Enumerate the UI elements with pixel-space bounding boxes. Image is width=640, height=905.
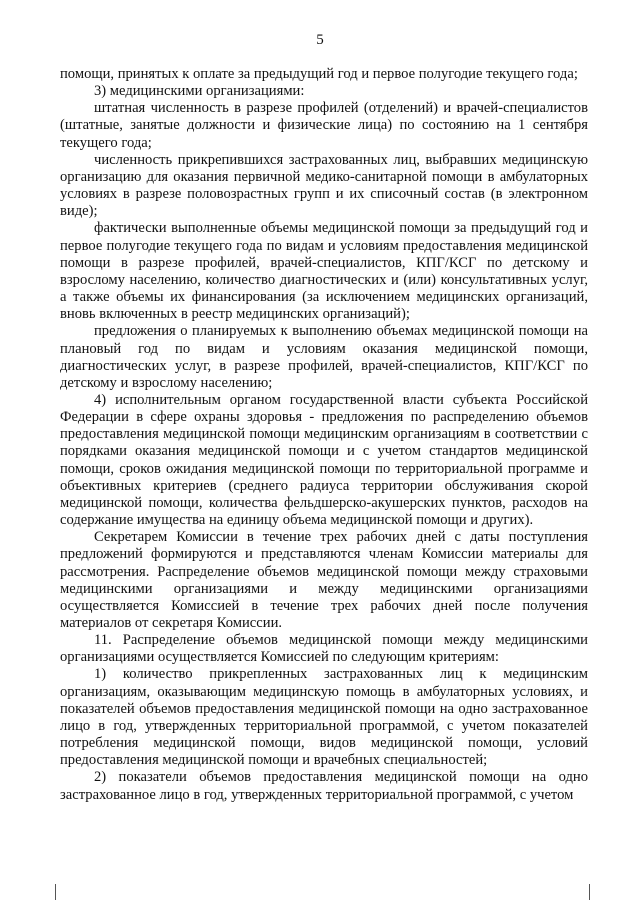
document-body	[60, 66, 588, 804]
paragraph-item-4-executive-body: 4) исполнительным органом государственной власти субъекта Российской Федерации в сфере охраны здоровья - предложения по распределению объемов предоставления медицинской помощи медицинским организациям в соответствии с порядками оказания медицинской помощи и с учетом стандартов медицинской помощи, сроков ожидания медицинской помощи по территориальной программе и объективных критериев (среднего радиуса территории обслуживания скорой медицинской помощи, количества фельдшерско-акушерских пунктов, расходов на содержание имущества на единицу объема медицинской помощи и других).	[60, 391, 588, 529]
paragraph-planned-volumes: предложения о планируемых к выполнению объемах медицинской помощи на плановый год по видам и условиям оказания медицинской помощи, диагностических услуг, в разрезе профилей, врачей-специалистов, КПГ/КСГ по детскому и взрослому населению;	[60, 323, 588, 391]
paragraph-staffing: штатная численность в разрезе профилей (отделений) и врачей-специалистов (штатные, занятые должности и физические лица) по состоянию на 1 сентября текущего года;	[60, 100, 588, 151]
paragraph-continuation: помощи, принятых к оплате за предыдущий год и первое полугодие текущего года;	[60, 66, 578, 82]
page-number: 5	[316, 32, 324, 48]
paragraph-criterion-1: 1) количество прикрепленных застрахованных лиц к медицинским организациям, оказывающим медицинскую помощь в амбулаторных условиях, и показателей объемов предоставления медицинской помощи на одно застрахованное лицо в год, утвержденных территориальной программой, с учетом показателей потребления медицинской помощи, видов медицинской помощи, условий предоставления медицинской помощи и врачебных специальностей;	[60, 666, 588, 769]
paragraph-section-11: 11. Распределение объемов медицинской помощи между медицинскими организациями осуществляется Комиссией по следующим критериям:	[60, 632, 588, 666]
paragraph-attached-insured: численность прикрепившихся застрахованных лиц, выбравших медицинскую организацию для оказания первичной медико-санитарной помощи в амбулаторных условиях в разрезе половозрастных групп и их списочный состав (в электронном виде);	[60, 151, 588, 220]
paragraph-actual-volumes: фактически выполненные объемы медицинской помощи за предыдущий год и первое полугодие текущего года по видам и условиям предоставления медицинской помощи в разрезе профилей, врачей-специалистов, КПГ/КСГ по детскому и взрослому населению, количество диагностических и (или) консультативных услуг, а также объемы их финансирования (за исключением медицинских организаций, вновь включенных в реестр медицинских организаций);	[60, 220, 588, 323]
paragraph-criterion-2: 2) показатели объемов предоставления медицинской помощи на одно застрахованное лицо в год, утвержденных территориальной программой, с учетом	[60, 769, 588, 803]
scan-edge-mark-left	[55, 884, 56, 900]
scan-edge-mark-right	[589, 884, 590, 900]
paragraph-commission-secretary: Секретарем Комиссии в течение трех рабочих дней с даты поступления предложений формируются и представляются членам Комиссии материалы для рассмотрения. Распределение объемов медицинской помощи между страховыми медицинскими организациями и между медицинскими организациями осуществляется Комиссией в течение трех рабочих дней после получения материалов от секретаря Комиссии.	[60, 529, 588, 631]
paragraph-item-3-heading: 3) медицинскими организациями:	[94, 83, 305, 100]
